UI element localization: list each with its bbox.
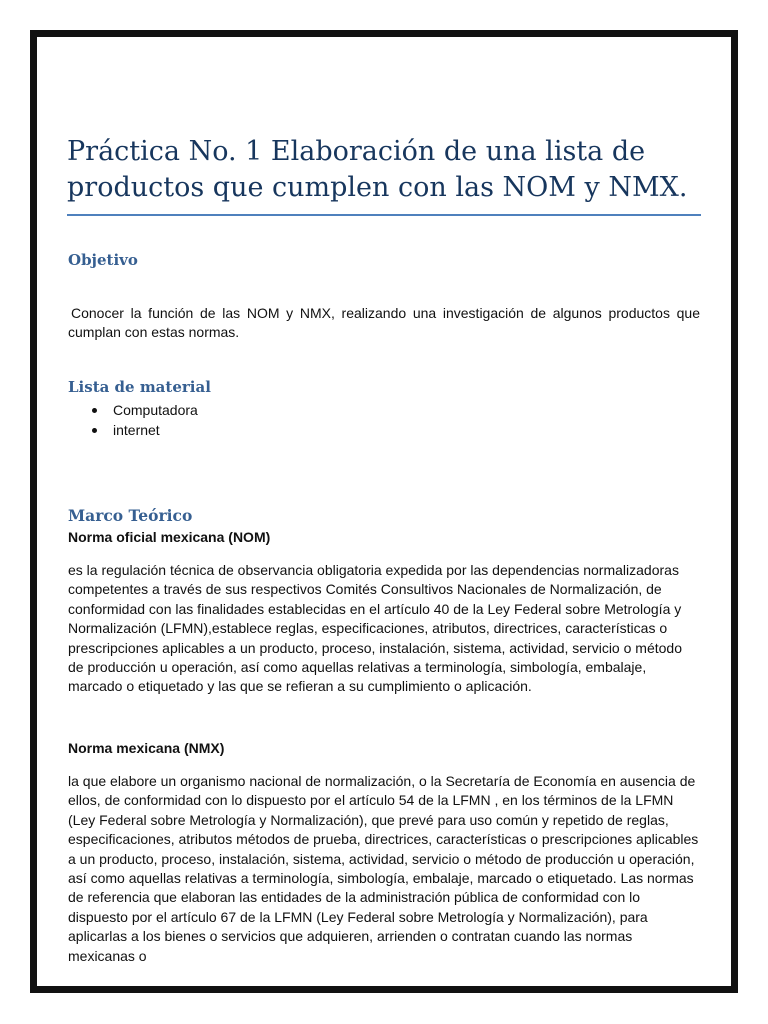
heading-objetivo: Objetivo xyxy=(68,251,138,269)
heading-marco-teorico: Marco Teórico xyxy=(68,506,193,525)
list-item-label: internet xyxy=(113,422,160,438)
bullet-icon xyxy=(92,428,97,433)
document-frame xyxy=(30,30,738,993)
material-list xyxy=(92,400,198,440)
document-page xyxy=(37,37,731,986)
bullet-icon xyxy=(92,408,97,413)
title-underline xyxy=(67,214,701,216)
list-item xyxy=(92,420,198,440)
nom-text: es la regulación técnica de observancia obligatoria expedida por las dependencias normalizadoras competentes a través de sus respectivos Comités Consultivos Nacionales de Normalización, de conformidad con las finalidades establecidas en el artículo 40 de la Ley Federal sobre Metrología y Normalización (LFMN),establece reglas, especificaciones, atributos, directrices, características o prescripciones aplicables a un producto, proceso, instalación, sistema, actividad, servicio o método de producción u operación, así como aquellas relativas a terminología, simbología, embalaje, marcado o etiquetado y las que se refieran a su cumplimiento o aplicación. xyxy=(68,562,682,695)
list-item xyxy=(92,400,198,420)
heading-lista-material: Lista de material xyxy=(68,378,211,396)
document-title: Práctica No. 1 Elaboración de una lista de productos que cumplen con las NOM y NMX. xyxy=(67,136,688,203)
objetivo-text: Conocer la función de las NOM y NMX, realizando una investigación de algunos productos que cumplan con estas normas. xyxy=(68,305,700,341)
nmx-label: Norma mexicana (NMX) xyxy=(68,740,225,756)
nmx-text: la que elabore un organismo nacional de normalización, o la Secretaría de Economía en ausencia de ellos, de conformidad con lo dispuesto por el artículo 54 de la LFMN , en los términos de la LFMN (Ley Federal sobre Metrología y Normalización), que prevé para uso común y repetido de reglas, especificaciones, atributos métodos de prueba, directrices, características o prescripciones aplicables a un producto, proceso, instalación, sistema, actividad, servicio o método de producción u operación, así como aquellas relativas a terminología, simbología, embalaje, marcado o etiquetado. Las normas de referencia que elaboran las entidades de la administración pública de conformidad con lo dispuesto por el artículo 67 de la LFMN (Ley Federal sobre Metrología y Normalización), para aplicarlas a los bienes o servicios que adquieren, arrienden o contratan cuando las normas mexicanas o xyxy=(68,773,699,964)
list-item-label: Computadora xyxy=(113,402,198,418)
nom-label: Norma oficial mexicana (NOM) xyxy=(68,529,271,545)
